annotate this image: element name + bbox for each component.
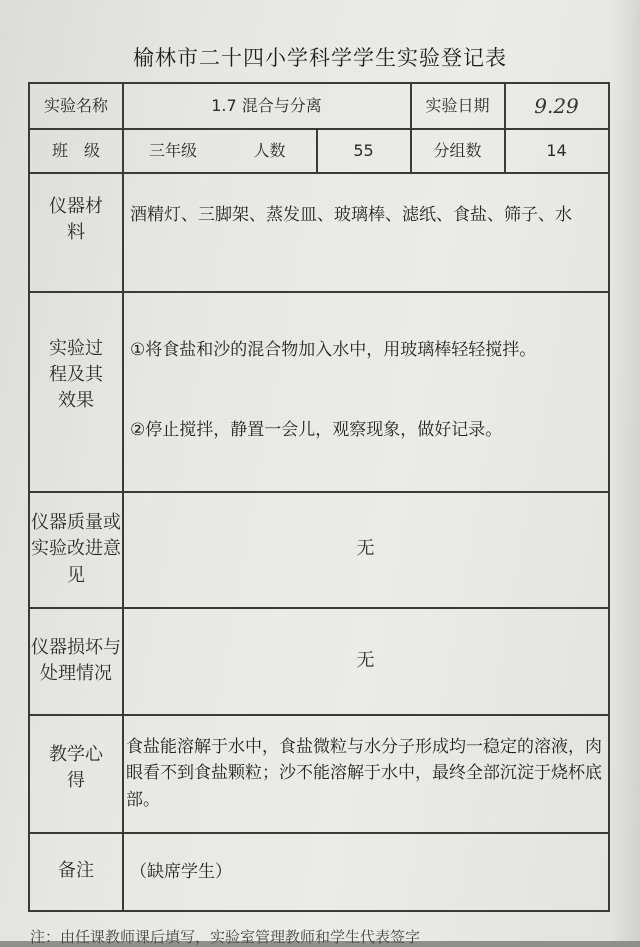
registration-table (28, 82, 610, 912)
process-step-1: ①将食盐和沙的混合物加入水中，用玻璃棒轻轻搅拌。 (130, 340, 537, 360)
equipment-label: 仪器材料 (49, 196, 103, 244)
footer-note: 注：由任课教师课后填写，实验室管理教师和学生代表签字 (30, 928, 421, 946)
student-count-label: 人数 (253, 140, 286, 160)
form-title: 榆林市二十四小学科学学生实验登记表 (133, 46, 507, 70)
class-label: 班 级 (51, 140, 100, 160)
row-divider (30, 172, 608, 174)
row-divider (30, 291, 608, 293)
equipment-value: 酒精灯、三脚架、蒸发皿、玻璃棒、滤纸、食盐、筛子、水 (130, 205, 572, 225)
group-count-label: 分组数 (433, 140, 482, 160)
class-value: 三年级 (148, 140, 197, 160)
process-step-2: ②停止搅拌，静置一会儿，观察现象，做好记录。 (130, 420, 503, 440)
quality-value: 无 (356, 538, 375, 560)
reflection-label: 教学心得 (49, 744, 103, 792)
remarks-label: 备注 (58, 860, 94, 882)
remarks-value: （缺席学生） (130, 862, 232, 882)
process-label: 实验过程及其效果 (49, 338, 103, 412)
experiment-date-label: 实验日期 (425, 96, 490, 116)
experiment-name-label: 实验名称 (43, 96, 108, 116)
row-divider (30, 714, 608, 716)
group-count-value: 14 (546, 140, 567, 160)
quality-label: 仪器质量或实验改进意见 (31, 512, 121, 586)
reflection-value: 食盐能溶解于水中，食盐微粒与水分子形成均一稳定的溶液，肉眼看不到食盐颗粒；沙不能溶解于水中，最终全部沉淀于烧杯底部。 (126, 737, 602, 810)
damage-label: 仪器损坏与处理情况 (31, 636, 121, 684)
page-shadow (610, 0, 640, 941)
experiment-name-value: 1.7 混合与分离 (211, 96, 322, 116)
student-count-value: 55 (353, 140, 374, 160)
experiment-date-value: 9.29 (534, 94, 579, 118)
damage-value: 无 (356, 649, 375, 671)
